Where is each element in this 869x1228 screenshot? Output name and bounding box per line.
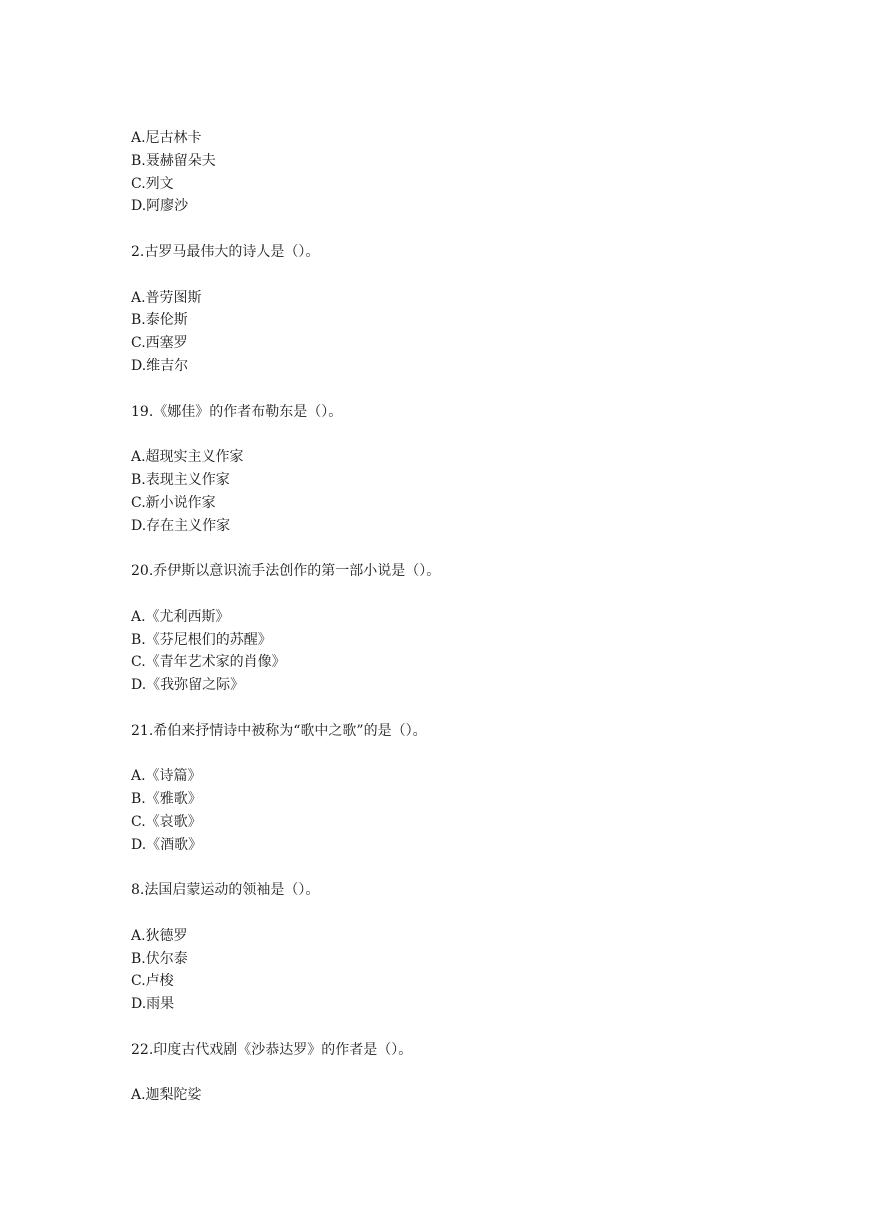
option-d: D.《酒歌》 — [131, 836, 203, 853]
option-a: A.《尤利西斯》 — [131, 608, 230, 625]
option-a: A.普劳图斯 — [131, 289, 202, 306]
option-b: B.《芬尼根们的苏醒》 — [131, 631, 272, 648]
spacer — [131, 1062, 811, 1085]
spacer — [131, 583, 811, 606]
spacer — [131, 1016, 811, 1039]
spacer — [131, 423, 811, 446]
question-block-1 — [131, 241, 811, 378]
question-block-3 — [131, 560, 811, 697]
option-d: D.雨果 — [131, 996, 175, 1013]
spacer — [131, 857, 811, 880]
option-b: B.聂赫留朵夫 — [131, 152, 216, 169]
option-d: D.阿廖沙 — [131, 198, 189, 215]
option-d: D.维吉尔 — [131, 357, 189, 374]
question-block-0 — [131, 127, 811, 218]
question-text: 8.法国启蒙运动的领袖是（）。 — [131, 882, 320, 899]
option-b: B.伏尔泰 — [131, 950, 188, 967]
option-a: A.迦梨陀娑 — [131, 1087, 202, 1104]
option-c: C.列文 — [131, 175, 174, 192]
option-c: C.卢梭 — [131, 973, 174, 990]
question-text: 2.古罗马最伟大的诗人是（）。 — [131, 243, 320, 260]
option-c: C.西塞罗 — [131, 335, 188, 352]
spacer — [131, 697, 811, 720]
option-a: A.狄德罗 — [131, 927, 188, 944]
option-d: D.《我弥留之际》 — [131, 677, 245, 694]
spacer — [131, 218, 811, 241]
question-text: 22.印度古代戏剧《沙恭达罗》的作者是（）。 — [131, 1041, 413, 1058]
option-a: A.超现实主义作家 — [131, 449, 244, 466]
option-a: A.尼古林卡 — [131, 130, 202, 146]
question-block-5 — [131, 879, 811, 1016]
option-b: B.泰伦斯 — [131, 312, 188, 329]
question-block-6 — [131, 1039, 811, 1107]
option-a: A.《诗篇》 — [131, 768, 202, 785]
option-c: C.《青年艺术家的肖像》 — [131, 654, 286, 671]
option-c: C.《哀歌》 — [131, 813, 202, 830]
spacer — [131, 378, 811, 401]
option-b: B.表现主义作家 — [131, 471, 230, 488]
option-c: C.新小说作家 — [131, 494, 216, 511]
option-b: B.《雅歌》 — [131, 791, 202, 808]
spacer — [131, 537, 811, 560]
spacer — [131, 743, 811, 766]
question-text: 20.乔伊斯以意识流手法创作的第一部小说是（）。 — [131, 563, 441, 580]
option-d: D.存在主义作家 — [131, 517, 231, 534]
question-text: 21.希伯来抒情诗中被称为“歌中之歌”的是（）。 — [131, 722, 427, 739]
question-block-2 — [131, 401, 811, 538]
question-text: 19.《娜佳》的作者布勒东是（）。 — [131, 403, 343, 420]
question-block-4 — [131, 720, 811, 857]
spacer — [131, 264, 811, 287]
spacer — [131, 902, 811, 925]
document-page — [131, 127, 811, 1107]
